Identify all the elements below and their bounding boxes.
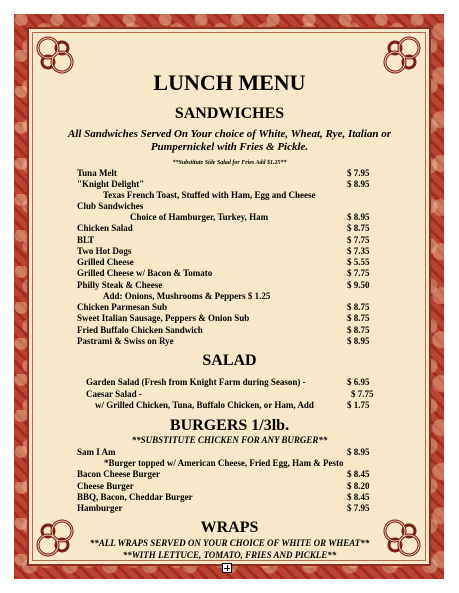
menu-price: $ 8.75 xyxy=(347,313,370,323)
menu-item: Fried Buffalo Chicken Sandwich xyxy=(77,325,203,335)
plus-square-icon[interactable] xyxy=(222,563,232,573)
menu-price: $ 8.75 xyxy=(347,302,370,312)
menu-item: Philly Steak & Cheese xyxy=(77,280,163,290)
menu-price: $ 7.75 xyxy=(347,235,370,245)
menu-price: $ 7.75 xyxy=(347,268,370,278)
menu-price: $ 7.35 xyxy=(347,246,370,256)
menu-price: $ 7.95 xyxy=(347,168,370,178)
menu-item-description: w/ Grilled Chicken, Tuna, Buffalo Chicken, or Ham, Add xyxy=(95,400,314,410)
menu-item: Bacon Cheese Burger xyxy=(77,469,160,479)
menu-price: $ 8.95 xyxy=(347,447,370,457)
menu-item-description: Texas French Toast, Stuffed with Ham, Egg and Cheese xyxy=(103,190,316,200)
menu-item: Cheese Burger xyxy=(77,481,134,491)
wraps-heading: WRAPS xyxy=(200,519,259,536)
menu-item: Two Hot Dogs xyxy=(77,246,132,256)
menu-price: $ 5.55 xyxy=(347,257,370,267)
burgers-note: **SUBSTITUTE CHICKEN FOR ANY BURGER** xyxy=(131,435,328,445)
menu-item: Caesar Salad - xyxy=(86,389,142,399)
menu-price: $ 9.50 xyxy=(347,280,370,290)
menu-item: Grilled Cheese xyxy=(77,257,134,267)
page-title: LUNCH MENU xyxy=(153,70,306,95)
menu-item-description: *Burger topped w/ American Cheese, Fried Egg, Ham & Pesto xyxy=(104,458,344,468)
menu-item: Hamburger xyxy=(77,503,123,513)
menu-price: $ 8.75 xyxy=(347,325,370,335)
menu-price: $ 8.45 xyxy=(347,469,370,479)
salad-heading: SALAD xyxy=(202,352,257,369)
sandwiches-intro-line1: All Sandwiches Served On Your choice of White, Wheat, Rye, Italian or xyxy=(67,128,392,140)
sandwiches-note: **Substitute Side Salad for Fries Add $1.25** xyxy=(172,160,287,166)
menu-item-description: Add: Onions, Mushrooms & Peppers $ 1.25 xyxy=(103,291,271,301)
menu-price: $ 8.75 xyxy=(347,223,370,233)
menu-item: BBQ, Bacon, Cheddar Burger xyxy=(77,492,193,502)
burgers-heading: BURGERS 1/3lb. xyxy=(169,417,290,434)
menu-item: Grilled Cheese w/ Bacon & Tomato xyxy=(77,268,213,278)
wraps-note-1: **ALL WRAPS SERVED ON YOUR CHOICE OF WHITE OR WHEAT** xyxy=(89,538,370,548)
menu-item: Chicken Parmesan Sub xyxy=(77,302,168,312)
menu-item: BLT xyxy=(77,235,95,245)
menu-item-description: Choice of Hamburger, Turkey, Ham xyxy=(130,212,269,222)
menu-price: $ 8.95 xyxy=(347,179,370,189)
menu-price: $ 1.75 xyxy=(347,400,370,410)
menu-price: $ 6.95 xyxy=(347,377,370,387)
menu-item: Sweet Italian Sausage, Peppers & Onion Sub xyxy=(77,313,250,323)
menu-price: $ 8.95 xyxy=(347,336,370,346)
menu-price: $ 8.20 xyxy=(347,481,370,491)
menu-price: $ 7.75 xyxy=(351,389,374,399)
menu-item: "Knight Delight" xyxy=(77,179,145,189)
sandwiches-heading: SANDWICHES xyxy=(174,105,285,122)
sandwiches-intro-line2: Pumpernickel with Fries & Pickle. xyxy=(150,141,309,153)
menu-price: $ 7.95 xyxy=(347,503,370,513)
menu-item: Tuna Melt xyxy=(77,168,117,178)
menu-item: Sam I Am xyxy=(77,447,116,457)
menu-item: Club Sandwiches xyxy=(77,201,144,211)
menu-price: $ 8.45 xyxy=(347,492,370,502)
menu-item: Garden Salad (Fresh from Knight Farm during Season) - xyxy=(86,377,306,387)
menu-item: Chicken Salad xyxy=(77,223,133,233)
menu-item: Pastrami & Swiss on Rye xyxy=(77,336,174,346)
menu-price: $ 8.95 xyxy=(347,212,370,222)
wraps-note-2: **WITH LETTUCE, TOMATO, FRIES AND PICKLE** xyxy=(122,550,337,560)
